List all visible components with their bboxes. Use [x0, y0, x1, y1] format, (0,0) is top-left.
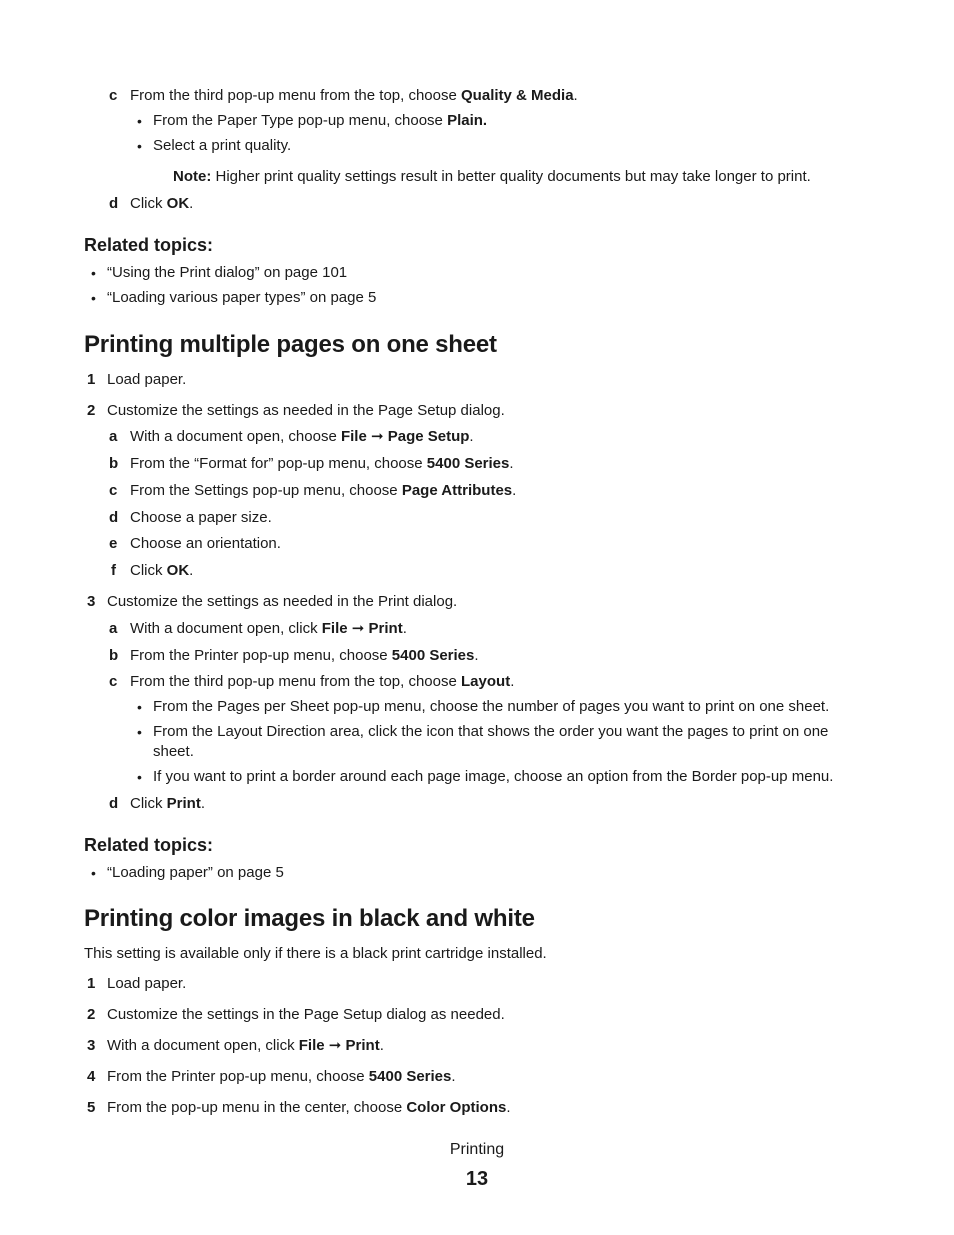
- step-text: With a document open, click File ➞ Print.: [107, 1037, 384, 1054]
- substep-text: From the Printer pop-up menu, choose 5400 Series.: [130, 647, 479, 664]
- bullet-glyph: •: [137, 113, 142, 129]
- step-number: 2: [87, 1006, 96, 1023]
- step-c-text: From the third pop-up menu from the top, choose Quality & Media.: [130, 87, 578, 104]
- substep-text: Choose an orientation.: [130, 535, 281, 552]
- section-intro: This setting is available only if there is a black print cartridge installed.: [84, 945, 547, 962]
- bullet-text: Select a print quality.: [153, 137, 292, 154]
- bullet-glyph: •: [91, 865, 96, 881]
- bullet-text: If you want to print a border around each page image, choose an option from the Border pop-up menu.: [153, 768, 834, 785]
- bullet-glyph: •: [137, 769, 142, 785]
- substep-text: With a document open, choose File ➞ Page Setup.: [130, 428, 474, 445]
- page-number: 13: [465, 1168, 489, 1190]
- substep-text: From the “Format for” pop-up menu, choose 5400 Series.: [130, 455, 514, 472]
- step-text: Customize the settings as needed in the Print dialog.: [107, 593, 458, 610]
- arrow-right-icon: ➞: [351, 620, 365, 637]
- step-label-c: c: [109, 87, 118, 104]
- bullet-text: From the Pages per Sheet pop-up menu, choose the number of pages you want to print on one sheet.: [153, 698, 830, 715]
- related-topics-heading: Related topics:: [84, 235, 214, 255]
- substep-label: b: [109, 455, 119, 472]
- bullet-text: From the Paper Type pop-up menu, choose Plain.: [153, 112, 488, 129]
- step-number: 1: [87, 975, 96, 992]
- step-label-d: d: [109, 195, 119, 212]
- substep-label: c: [109, 673, 118, 690]
- arrow-right-icon: ➞: [370, 428, 384, 445]
- substep-label: a: [109, 620, 118, 637]
- step-number: 2: [87, 402, 96, 419]
- step-number: 3: [87, 1037, 96, 1054]
- substep-label: e: [109, 535, 118, 552]
- bullet-glyph: •: [91, 265, 96, 281]
- substep-label: c: [109, 482, 118, 499]
- bullet-glyph: •: [137, 138, 142, 154]
- step-d-text: Click OK.: [130, 195, 194, 212]
- footer-section-name: Printing: [449, 1141, 505, 1158]
- substep-label: a: [109, 428, 118, 445]
- substep-text: Choose a paper size.: [130, 509, 272, 526]
- arrow-right-icon: ➞: [328, 1037, 342, 1054]
- step-number: 3: [87, 593, 96, 610]
- step-text: From the Printer pop-up menu, choose 5400 Series.: [107, 1068, 456, 1085]
- substep-text: Click Print.: [130, 795, 206, 812]
- substep-label: b: [109, 647, 119, 664]
- section-title: Printing multiple pages on one sheet: [84, 331, 497, 358]
- step-number: 1: [87, 371, 96, 388]
- step-number: 5: [87, 1099, 96, 1116]
- substep-text: From the third pop-up menu from the top, choose Layout.: [130, 673, 515, 690]
- related-topic-link[interactable]: “Loading various paper types” on page 5: [107, 289, 377, 306]
- substep-text: With a document open, click File ➞ Print.: [130, 620, 407, 637]
- related-topic-link[interactable]: “Loading paper” on page 5: [107, 864, 284, 881]
- substep-label: d: [109, 795, 119, 812]
- bullet-glyph: •: [137, 699, 142, 715]
- related-topic-link[interactable]: “Using the Print dialog” on page 101: [107, 264, 348, 281]
- substep-text: From the Settings pop-up menu, choose Page Attributes.: [130, 482, 517, 499]
- substep-label: f: [111, 562, 116, 579]
- note: Note: Higher print quality settings result in better quality documents but may take longer to print.: [173, 168, 811, 185]
- substep-label: d: [109, 509, 119, 526]
- bullet-text: From the Layout Direction area, click the icon that shows the order you want the pages to print on one: [153, 723, 829, 740]
- bullet-glyph: •: [91, 290, 96, 306]
- section-title: Printing color images in black and white: [84, 905, 535, 932]
- bullet-text-continued: sheet.: [153, 743, 194, 760]
- step-text: Load paper.: [107, 371, 187, 388]
- substep-text: Click OK.: [130, 562, 194, 579]
- step-number: 4: [87, 1068, 96, 1085]
- step-text: From the pop-up menu in the center, choose Color Options.: [107, 1099, 511, 1116]
- step-text: Customize the settings as needed in the Page Setup dialog.: [107, 402, 505, 419]
- step-text: Customize the settings in the Page Setup dialog as needed.: [107, 1006, 505, 1023]
- step-text: Load paper.: [107, 975, 187, 992]
- bullet-glyph: •: [137, 724, 142, 740]
- related-topics-heading: Related topics:: [84, 835, 214, 855]
